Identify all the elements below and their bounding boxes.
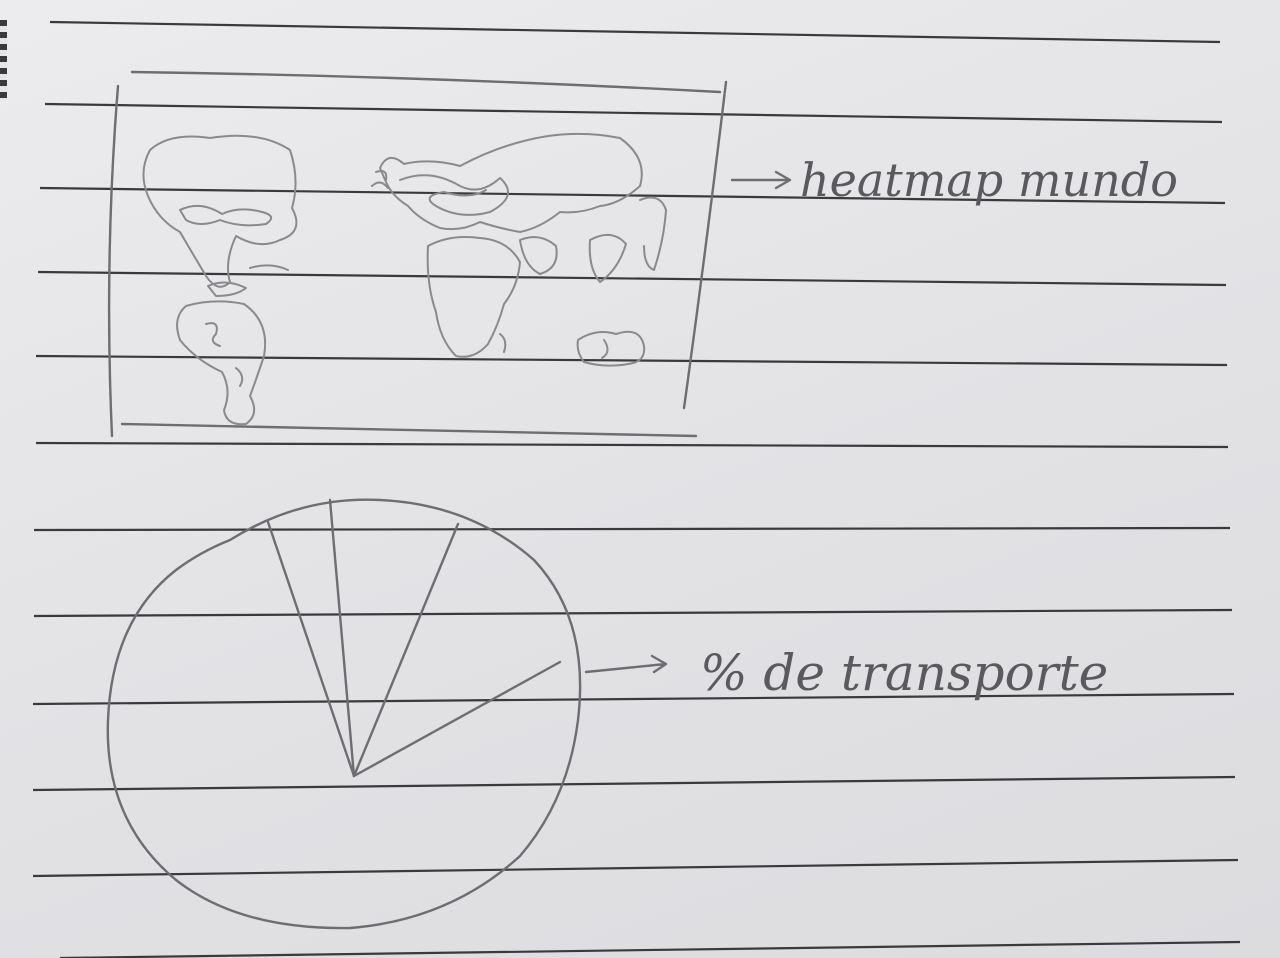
south-america-scribble [206, 323, 220, 346]
map-label-arrow [732, 172, 790, 188]
eurasia-outline [380, 134, 642, 232]
ruled-line [33, 860, 1238, 876]
pie-slice-edge [354, 662, 560, 776]
ruled-line [34, 610, 1232, 616]
ruled-line [60, 942, 1240, 958]
north-america-outline [143, 136, 296, 287]
arabia-outline [520, 237, 557, 274]
pie-slice-edge [330, 500, 354, 776]
world-map-icon [109, 72, 726, 436]
pie-label-arrow [586, 656, 666, 672]
pie-chart-icon [108, 500, 580, 928]
australia-detail [602, 340, 608, 358]
pie-slice-edge [268, 522, 354, 776]
ruled-line [45, 104, 1222, 122]
pie-outline [108, 500, 580, 928]
ruled-line [50, 22, 1220, 42]
iceland-marks [372, 171, 388, 188]
north-america-scribble [180, 206, 271, 226]
map-frame-bottom [122, 424, 696, 436]
india-outline [590, 235, 626, 282]
europe-scribble [400, 175, 508, 215]
map-frame-right [684, 82, 726, 408]
pie-slice-edge [354, 524, 458, 776]
africa-outline [428, 237, 520, 357]
south-america-outline [177, 301, 265, 424]
pie-label: % de transporte [700, 644, 1109, 702]
map-frame-left [109, 86, 118, 436]
map-frame-top [132, 72, 720, 92]
japan-outline [640, 198, 666, 270]
ruled-line [34, 528, 1230, 530]
map-label: heatmap mundo [800, 153, 1178, 207]
ruled-line [33, 777, 1235, 790]
caribbean-stroke [250, 265, 288, 270]
madagascar-outline [500, 334, 505, 352]
south-america-detail [236, 368, 242, 386]
ruled-line [36, 443, 1228, 447]
